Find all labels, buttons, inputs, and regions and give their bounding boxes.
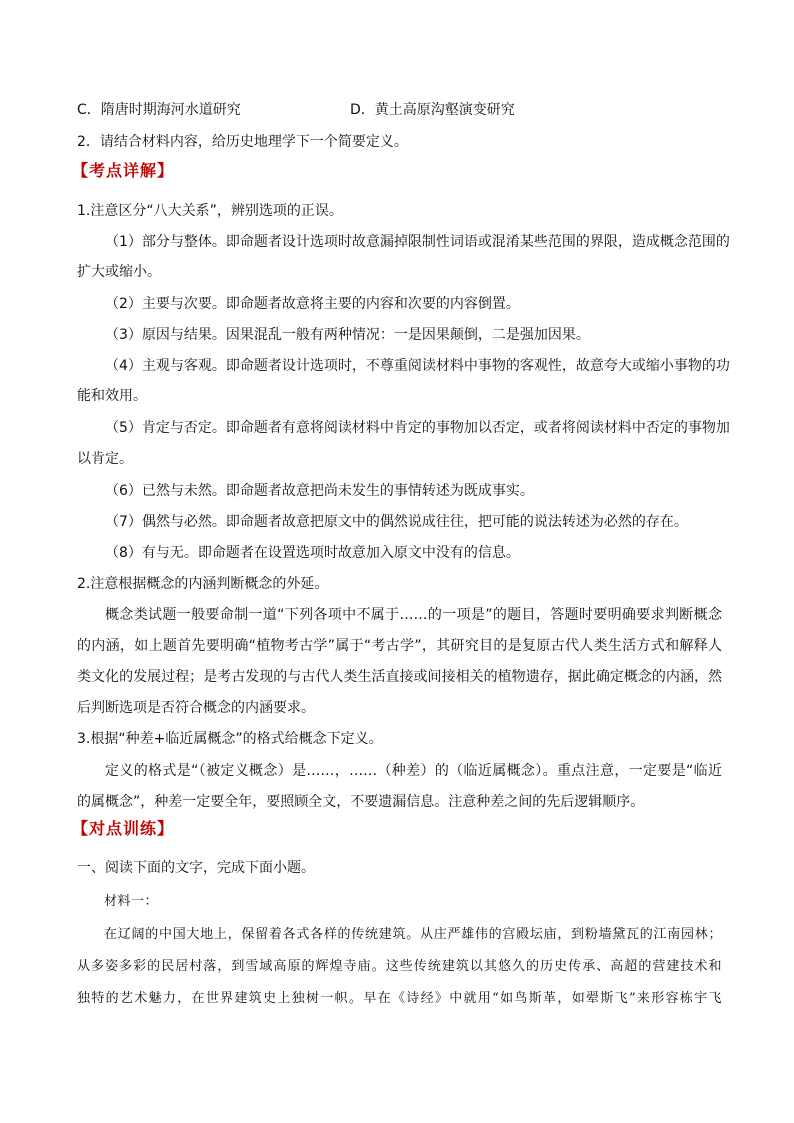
point-1-title: 1.注意区分“八大关系”，辨别选项的正误。 bbox=[77, 203, 343, 219]
material-label: 材料一： bbox=[104, 894, 159, 909]
material-para-line: 独特的艺术魅力，在世界建筑史上独树一帜。早在《诗经》中就用“如鸟斯革，如翚斯飞”来形容栋宇飞 bbox=[77, 991, 722, 1006]
item-3: （3）原因与结果。因果混乱一般有两种情况：一是因果颠倒，二是强加因果。 bbox=[105, 327, 590, 343]
section-heading-practice: 【对点训练】 bbox=[72, 819, 175, 838]
option-c: C．隋唐时期海河水道研究 bbox=[77, 102, 241, 118]
item-6: （6）已然与未然。即命题者故意把尚未发生的事情转述为既成事实。 bbox=[105, 483, 534, 499]
item-1-line-1: （1）部分与整体。即命题者设计选项时故意漏掉限制性词语或混淆某些范围的界限，造成概念范围的 bbox=[105, 234, 730, 250]
item-2: （2）主要与次要。即命题者故意将主要的内容和次要的内容倒置。 bbox=[105, 296, 520, 312]
option-d: D．黄土高原沟壑演变研究 bbox=[350, 102, 515, 118]
item-5-line-1: （5）肯定与否定。即命题者有意将阅读材料中肯定的事物加以否定，或者将阅读材料中否定的事物加 bbox=[105, 420, 730, 436]
point-2-para-line: 的内涵，如上题首先要明确“植物考古学”属于“考古学”，其研究目的是复原古代人类生活方式和解释人 bbox=[77, 638, 722, 654]
material-para-line: 在辽阔的中国大地上，保留着各式各样的传统建筑。从庄严雄伟的宫殿坛庙，到粉墙黛瓦的江南园林； bbox=[104, 927, 722, 942]
point-2-para-line: 后判断选项是否符合概念的内涵要求。 bbox=[77, 700, 315, 716]
section-heading-key-points: 【考点详解】 bbox=[72, 161, 175, 180]
point-3-para-line: 定义的格式是“（被定义概念）是……，……（种差）的（临近属概念）。重点注意，一定要是“临近 bbox=[105, 763, 722, 779]
point-3-title: 3.根据“种差+临近属概念”的格式给概念下定义。 bbox=[77, 731, 383, 747]
item-1-line-2: 扩大或缩小。 bbox=[77, 264, 161, 280]
item-4-line-1: （4）主观与客观。即命题者设计选项时，不尊重阅读材料中事物的客观性，故意夸大或缩小事物的功 bbox=[105, 358, 730, 374]
point-2-para-line: 类文化的发展过程；是考古发现的与古代人类生活直接或间接相关的植物遗存，据此确定概念的内涵，然 bbox=[77, 669, 722, 685]
item-4-line-2: 能和效用。 bbox=[77, 388, 147, 404]
material-para-line: 从多姿多彩的民居村落，到雪域高原的辉煌寺庙。这些传统建筑以其悠久的历史传承、高超的营建技术和 bbox=[77, 959, 722, 974]
point-2-para-line: 概念类试题一般要命制一道“下列各项中不属于……的一项是”的题目，答题时要明确要求判断概念 bbox=[105, 607, 722, 623]
item-5-line-2: 以肯定。 bbox=[77, 451, 133, 467]
item-7: （7）偶然与必然。即命题者故意把原文中的偶然说成往往，把可能的说法转述为必然的存在。 bbox=[105, 514, 688, 530]
exercise-intro: 一、阅读下面的文字，完成下面小题。 bbox=[77, 860, 315, 876]
item-8: （8）有与无。即命题者在设置选项时故意加入原文中没有的信息。 bbox=[105, 545, 520, 561]
point-3-para-line: 的属概念”，种差一定要全年，要照顾全文，不要遗漏信息。注意种差之间的先后逻辑顺序。 bbox=[77, 794, 645, 810]
question-2: 2．请结合材料内容，给历史地理学下一个简要定义。 bbox=[77, 134, 408, 150]
point-2-title: 2.注意根据概念的内涵判断概念的外延。 bbox=[77, 576, 329, 592]
